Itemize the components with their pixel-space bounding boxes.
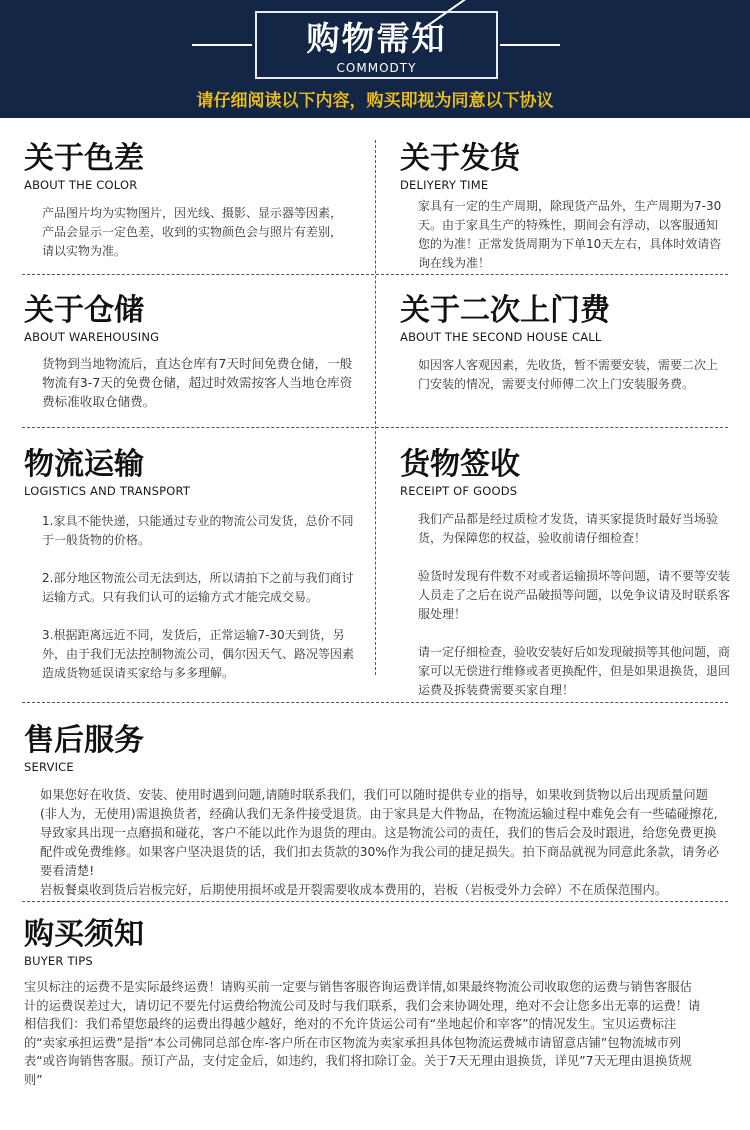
section-warehousing <box>24 294 364 411</box>
header-banner <box>0 0 750 118</box>
section-receipt <box>400 448 730 700</box>
paragraph: 验货时发现有件数不对或者运输损坏等问题，请不要等安装人员走了之后在说产品破损等问题，以免争议请及时联系客服处理！ <box>418 569 731 621</box>
section-divider <box>22 702 728 703</box>
section-title: 关于发货 <box>400 141 520 176</box>
section-subtitle: ABOUT THE COLOR <box>24 178 138 192</box>
section-logistics <box>24 448 364 683</box>
section-buyer-tips <box>24 918 728 1089</box>
section-subtitle: RECEIPT OF GOODS <box>400 484 518 498</box>
paragraph: 产品图片均为实物图片，因光线、摄影、显示器等因素，产品会显示一定色差，收到的实物颜色会与照片有差别，请以实物为准。 <box>42 206 343 258</box>
decorative-line <box>500 44 560 46</box>
section-title: 关于仓储 <box>24 293 144 328</box>
section-body <box>400 510 732 700</box>
paragraph: 1.家具不能快递，只能通过专业的物流公司发货，总价不同于一般货物的价格。 <box>42 514 354 547</box>
paragraph: 我们产品都是经过质检才发货，请买家提货时最好当场验货，为保障您的权益，验收前请仔细检查！ <box>418 512 719 545</box>
section-body <box>24 354 362 411</box>
section-subtitle: ABOUT WAREHOUSING <box>24 330 160 344</box>
section-divider <box>22 427 728 428</box>
page-title: 购物需知 <box>306 19 447 58</box>
paragraph: 家具有一定的生产周期，除现货产品外，生产周期为7-30天。由于家具生产的特殊性，期间会有浮动，以客服通知您的为准！正常发货周期为下单10天左右，具体时效请咨询在线为准！ <box>418 199 722 270</box>
section-body <box>24 512 356 683</box>
agreement-notice: 请仔细阅读以下内容，购买即视为同意以下协议 <box>196 91 554 111</box>
section-body <box>400 197 724 273</box>
section-title: 购买须知 <box>24 917 144 952</box>
section-second-call <box>400 294 730 394</box>
section-title: 关于二次上门费 <box>400 293 610 328</box>
paragraph: 货物到当地物流后，直达仓库有7天时间免费仓储，一般物流有3-7天的免费仓储，超过时效需按客人当地仓库资费标准收取仓储费。 <box>42 356 353 409</box>
section-title: 售后服务 <box>24 723 144 758</box>
section-body <box>24 978 704 1089</box>
paragraph: 3.根据距离远近不同，发货后，正常运输7-30天到货，另外，由于我们无法控制物流公司，偶尔因天气、路况等因素造成货物延误请买家给与多多理解。 <box>42 628 355 680</box>
section-delivery <box>400 142 730 273</box>
column-divider <box>375 140 376 675</box>
section-title: 关于色差 <box>24 141 144 176</box>
paragraph: 如因客人客观因素，先收货，暂不需要安装，需要二次上门安装的情况，需要支付师傅二次上门安装服务费。 <box>418 358 719 391</box>
section-subtitle: SERVICE <box>24 760 74 774</box>
paragraph: 请一定仔细检查，验收安装好后如发现破损等其他问题，商家可以无偿进行维修或者更换配件，但是如果退换货，退回运费及拆装费需要买家自理！ <box>418 645 731 697</box>
section-body <box>24 204 342 261</box>
paragraph: 2.部分地区物流公司无法到达，所以请拍下之前与我们商讨运输方式。只有我们认可的运输方式才能完成交易。 <box>42 571 354 604</box>
section-body <box>24 786 720 900</box>
section-body <box>400 356 724 394</box>
paragraph: 如果您好在收货、安装、使用时遇到问题,请随时联系我们，我们可以随时提供专业的指导，如果收到货物以后出现质量问题(非人为，无使用)需退换货者，经确认我们无条件接受退货。由于家具是大件物品，在物流运输过程中难免会有一些磕碰擦花,导致家具出现一点磨损和碰花，客户不能以此作为退货的理由。这是物流公司的责任，我们的售后会及时跟进，给您免费更换配件或免费维修。如果客户坚决退货的话，我们扣去货款的30%作为我公司的捷足损失。拍下商品就视为同意此条款，请务必要看清楚! <box>40 788 720 878</box>
section-subtitle: LOGISTICS AND TRANSPORT <box>24 484 191 498</box>
section-title: 货物签收 <box>400 447 520 482</box>
section-divider <box>22 901 728 902</box>
section-subtitle: DELIYERY TIME <box>400 178 489 192</box>
title-frame <box>255 11 498 79</box>
section-service <box>24 724 728 900</box>
stone-slab-note: 岩板餐桌收到货后岩板完好，后期使用损坏或是开裂需要收成本费用的，岩板（岩板受外力会碎）不在质保范围内。 <box>40 883 668 897</box>
section-subtitle: ABOUT THE SECOND HOUSE CALL <box>400 330 602 344</box>
section-subtitle: BUYER TIPS <box>24 954 93 968</box>
page-subtitle-en: COMMODTY <box>336 61 417 75</box>
section-divider <box>22 274 728 275</box>
decorative-line <box>192 44 252 46</box>
section-title: 物流运输 <box>24 447 144 482</box>
section-color <box>24 142 354 261</box>
paragraph: 宝贝标注的运费不是实际最终运费！请购买前一定要与销售客服咨询运费详情,如果最终物流公司收取您的运费与销售客服估计的运费误差过大，请切记不要先付运费给物流公司及时与我们联系，我们会来协调处理，绝对不会让您多出无辜的运费！请相信我们：我们希望您最终的运费出得越少越好，绝对的不允许货运公司有“坐地起价和宰客”的情况发生。宝贝运费标注的“卖家承担运费”是指“本公司佛同总部仓库-客户所在市区物流为卖家承担具体包物流运费城市请留意店铺”包物流城市列表“或咨询销售客服。预订产品，支付定金后，如违约，我们将扣除订金。关于7天无理由退换货，详见”7天无理由退换货规则” <box>24 980 701 1087</box>
